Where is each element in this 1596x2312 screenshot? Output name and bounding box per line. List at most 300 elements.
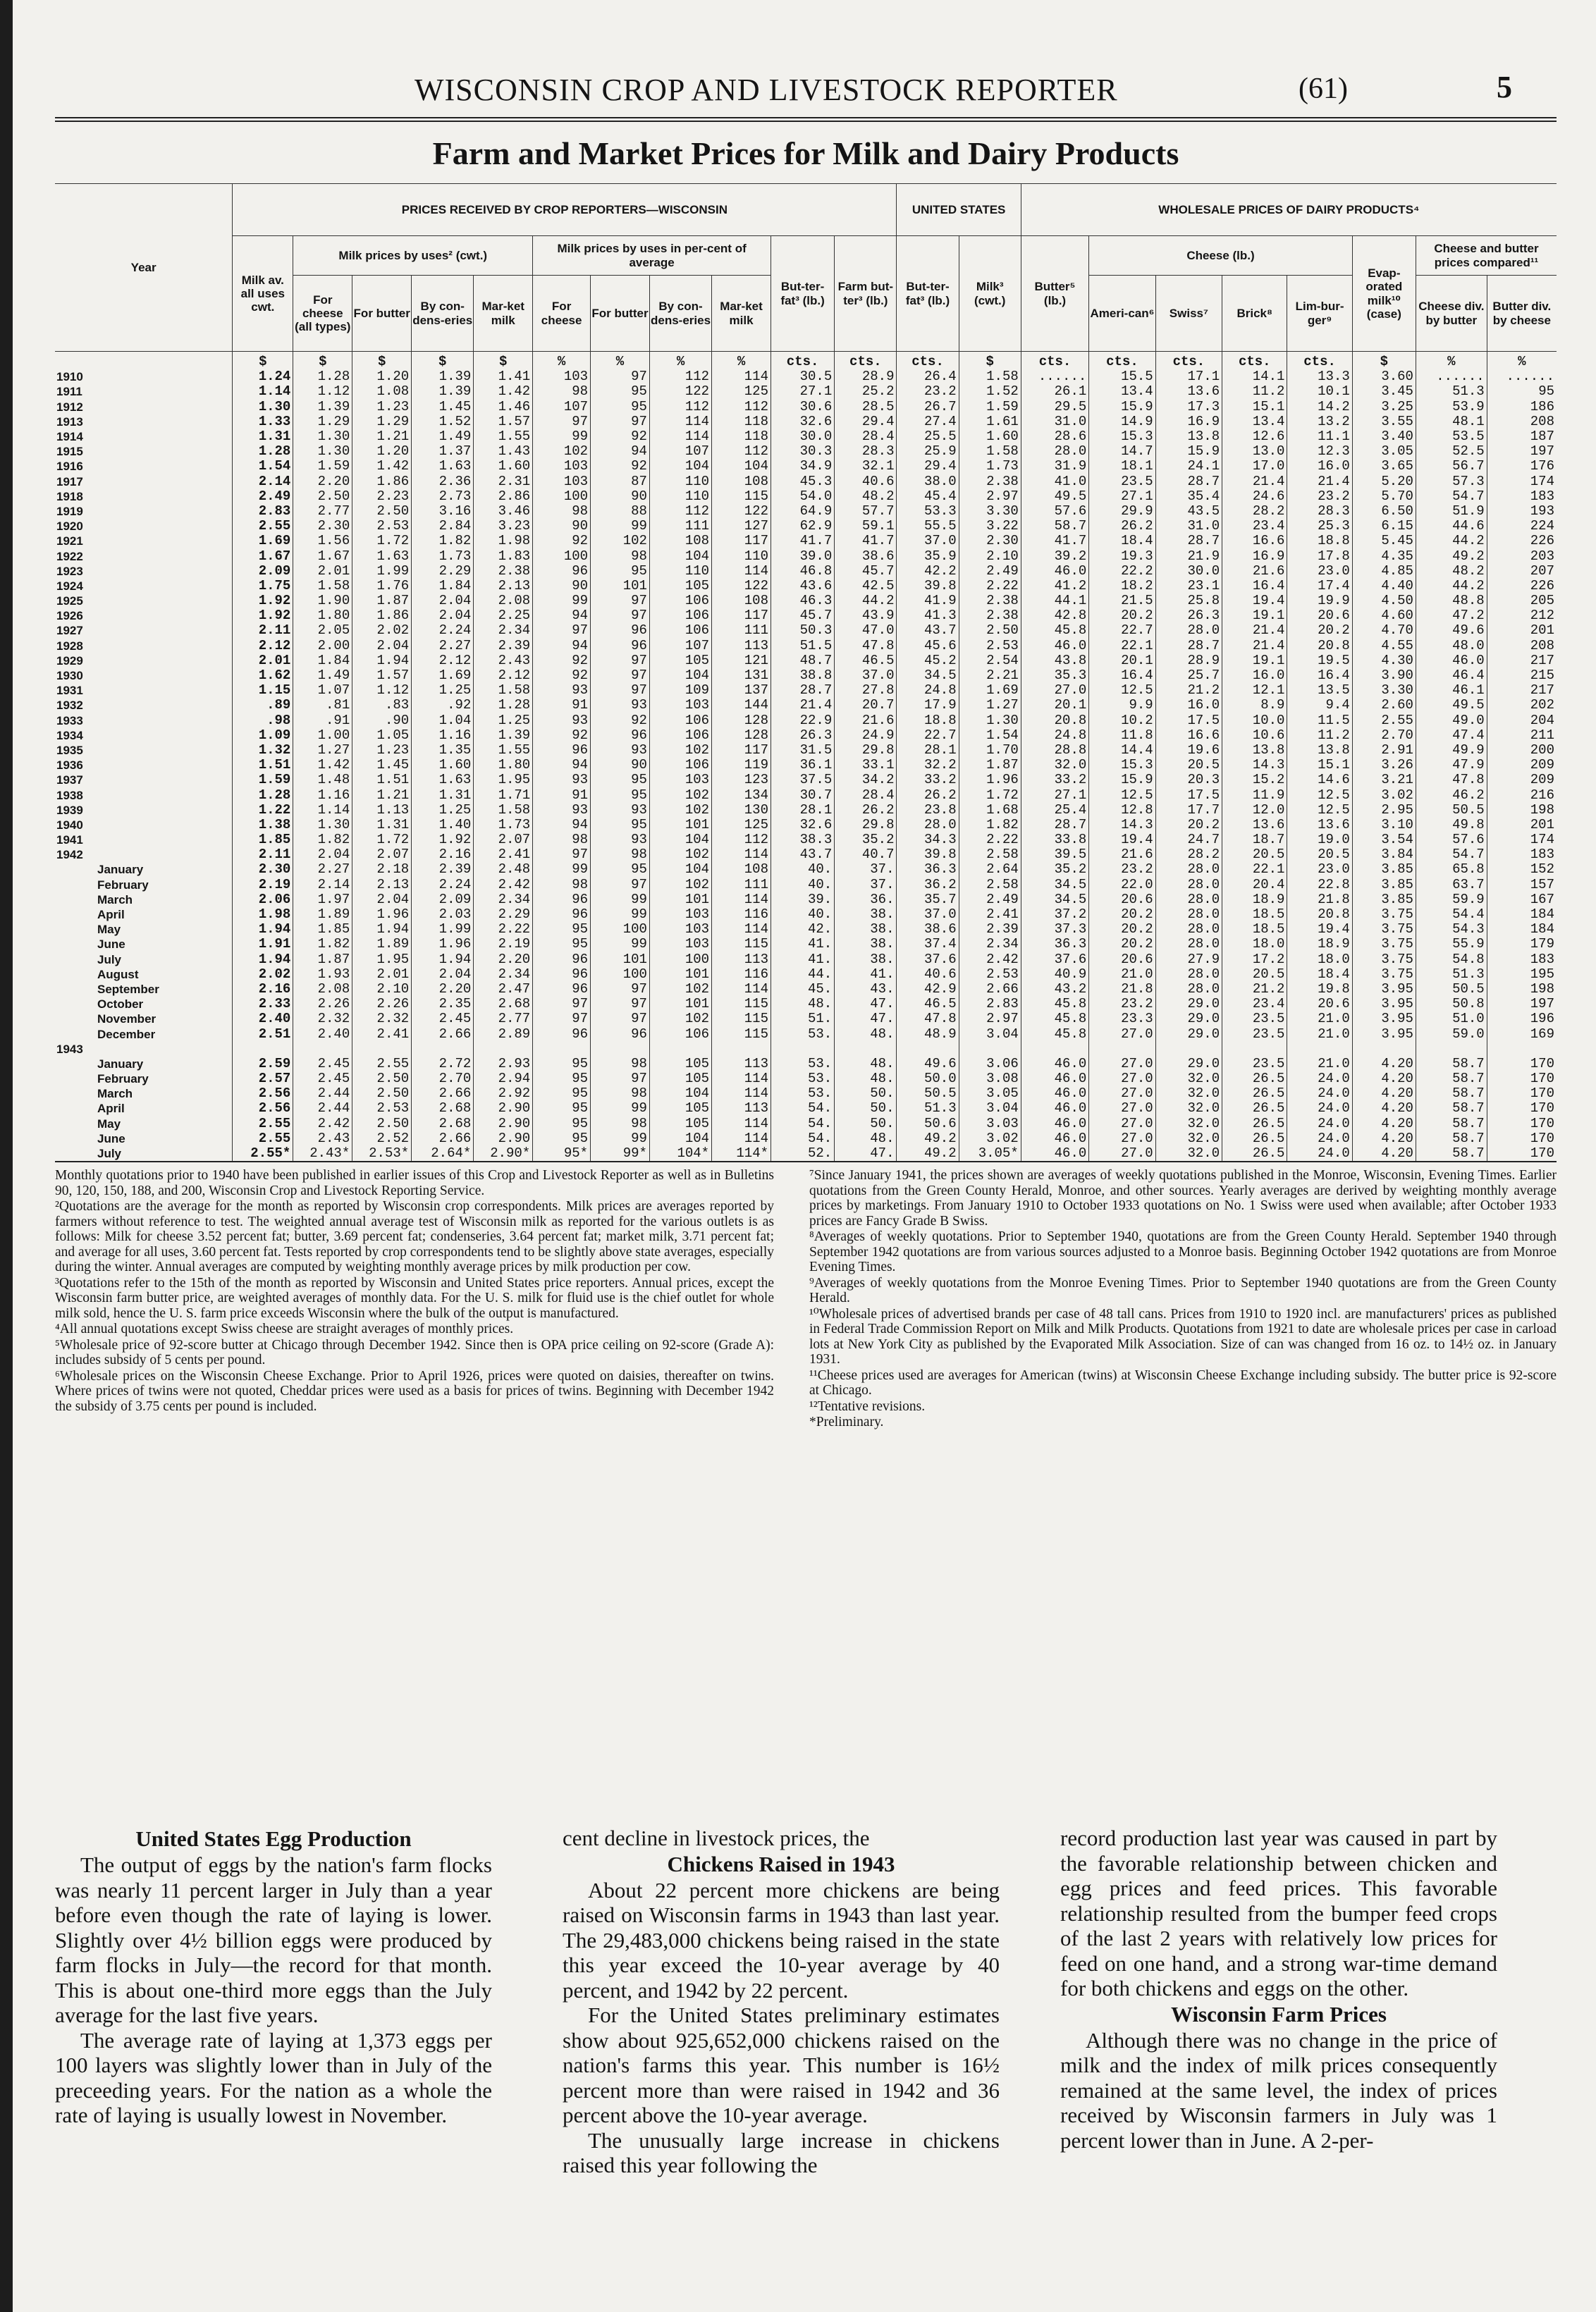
data-cell: 103 — [649, 698, 711, 713]
data-cell: 55.5 — [897, 519, 959, 534]
table-row — [55, 414, 1557, 429]
data-cell: 208 — [1487, 414, 1557, 429]
data-cell: 37. — [835, 878, 897, 892]
data-cell: 1.87 — [293, 952, 352, 967]
data-cell: 2.66 — [412, 1026, 474, 1041]
data-cell: 203 — [1487, 548, 1557, 563]
data-cell: 2.11 — [233, 623, 293, 638]
data-cell: 1.28 — [474, 698, 533, 713]
data-cell: 27.9 — [1155, 952, 1222, 967]
egg-heading: United States Egg Production — [135, 1826, 412, 1851]
data-cell: 19.6 — [1155, 743, 1222, 758]
row-label: 1942 — [56, 848, 83, 862]
data-cell: 29.9 — [1089, 504, 1155, 519]
data-cell: 205 — [1487, 594, 1557, 608]
data-cell: 4.60 — [1352, 608, 1416, 623]
data-cell: 20.5 — [1287, 847, 1352, 862]
data-cell: 2.89 — [474, 1026, 533, 1041]
data-cell: 1.52 — [412, 414, 474, 429]
col-limburger: Lim-bur-ger⁹ — [1287, 276, 1352, 352]
data-cell: 37.0 — [897, 534, 959, 548]
data-cell: 103 — [649, 907, 711, 922]
data-cell: 1.87 — [959, 758, 1021, 773]
row-label: 1915 — [56, 445, 83, 459]
data-cell: 97 — [591, 982, 650, 997]
data-cell: 29.0 — [1155, 1026, 1222, 1041]
data-cell: 44. — [771, 967, 835, 982]
data-cell: 22.1 — [1222, 862, 1287, 877]
unit-cell: % — [591, 352, 650, 370]
data-cell: 94 — [533, 608, 591, 623]
data-cell: 28.0 — [1021, 444, 1089, 459]
data-cell: 38. — [835, 937, 897, 952]
data-cell: 91 — [533, 698, 591, 713]
data-cell: 111 — [712, 623, 771, 638]
data-cell: 31.0 — [1021, 414, 1089, 429]
data-cell: 28.5 — [835, 400, 897, 414]
data-cell: 2.30 — [293, 519, 352, 534]
data-cell: 1.49 — [412, 429, 474, 444]
data-cell: 32.6 — [771, 818, 835, 832]
table-row — [55, 698, 1557, 713]
table-row — [55, 1057, 1557, 1071]
data-cell: 1.14 — [293, 803, 352, 818]
table-row — [55, 1086, 1557, 1101]
data-cell: 93 — [533, 773, 591, 787]
footnotes-left — [55, 1168, 774, 1415]
data-cell: 130 — [712, 803, 771, 818]
data-cell: 2.04 — [412, 608, 474, 623]
table-row — [55, 459, 1557, 474]
data-cell: 16.0 — [1155, 698, 1222, 713]
data-cell: 2.53 — [352, 1101, 412, 1116]
data-cell: 2.02 — [352, 623, 412, 638]
data-cell: 30.7 — [771, 787, 835, 802]
data-cell: 2.20 — [412, 982, 474, 997]
data-cell: 2.50 — [959, 623, 1021, 638]
data-cell: 102 — [649, 803, 711, 818]
data-cell: 125 — [712, 818, 771, 832]
data-cell: 110 — [649, 489, 711, 504]
data-cell: 42.5 — [835, 579, 897, 594]
data-cell: 20.8 — [1021, 713, 1089, 728]
data-cell: 24.0 — [1287, 1117, 1352, 1131]
data-cell: 28.2 — [1155, 847, 1222, 862]
data-cell: 21.9 — [1155, 548, 1222, 563]
data-cell: 2.38 — [959, 608, 1021, 623]
data-cell: 102 — [649, 743, 711, 758]
data-cell: 94 — [533, 818, 591, 832]
data-cell: 48.9 — [897, 1026, 959, 1041]
row-label: February — [97, 878, 149, 892]
data-cell: 34.5 — [897, 668, 959, 683]
data-cell: 17.9 — [897, 698, 959, 713]
data-cell: 15.1 — [1222, 400, 1287, 414]
data-cell: 183 — [1487, 847, 1557, 862]
data-cell: 28.4 — [835, 429, 897, 444]
data-cell: 54.3 — [1416, 922, 1487, 937]
data-cell — [1089, 1042, 1155, 1057]
data-cell: 21.2 — [1155, 683, 1222, 698]
data-cell: 1.95 — [474, 773, 533, 787]
table-row — [55, 474, 1557, 489]
data-cell: 200 — [1487, 743, 1557, 758]
data-cell: 2.56 — [233, 1101, 293, 1116]
table-row — [55, 668, 1557, 683]
data-cell: 2.66 — [412, 1131, 474, 1146]
data-cell: 96 — [533, 907, 591, 922]
data-cell: 10.1 — [1287, 384, 1352, 399]
data-cell: 50. — [835, 1101, 897, 1116]
data-cell: 1.30 — [293, 818, 352, 832]
unit-cell: % — [712, 352, 771, 370]
data-cell: 45.8 — [1021, 1026, 1089, 1041]
data-cell: 2.38 — [474, 564, 533, 579]
data-cell: 15.1 — [1287, 758, 1352, 773]
data-cell: 167 — [1487, 892, 1557, 907]
data-cell: 24.0 — [1287, 1071, 1352, 1086]
data-cell: 33.8 — [1021, 832, 1089, 847]
data-cell: 46.2 — [1416, 787, 1487, 802]
data-cell: 17.4 — [1287, 579, 1352, 594]
data-cell: .92 — [412, 698, 474, 713]
data-cell: 95 — [533, 1071, 591, 1086]
data-cell — [1416, 1042, 1487, 1057]
data-cell: 14.2 — [1287, 400, 1352, 414]
data-cell: 1.62 — [233, 668, 293, 683]
data-cell: 24.0 — [1287, 1101, 1352, 1116]
header-rule — [55, 117, 1557, 122]
row-label: 1925 — [56, 594, 83, 608]
data-cell: 13.5 — [1287, 683, 1352, 698]
data-cell: 42.9 — [897, 982, 959, 997]
data-cell: 19.0 — [1287, 832, 1352, 847]
row-label: February — [97, 1072, 149, 1086]
data-cell: 50.6 — [897, 1117, 959, 1131]
data-cell: 3.75 — [1352, 967, 1416, 982]
data-cell: 19.9 — [1287, 594, 1352, 608]
data-cell: 1.83 — [474, 548, 533, 563]
group-received: PRICES RECEIVED BY CROP REPORTERS—WISCONSIN — [233, 184, 897, 236]
row-label: 1921 — [56, 534, 83, 548]
data-cell: 1.20 — [352, 444, 412, 459]
data-cell: 1.51 — [233, 758, 293, 773]
data-cell: 12.0 — [1222, 803, 1287, 818]
data-cell: 26.2 — [897, 787, 959, 802]
data-cell: 28.0 — [1155, 623, 1222, 638]
data-cell: 21.5 — [1089, 594, 1155, 608]
data-cell: 42.8 — [1021, 608, 1089, 623]
group-by-uses: Milk prices by uses² (cwt.) — [293, 236, 533, 276]
data-cell: 170 — [1487, 1146, 1557, 1162]
data-cell: 2.16 — [233, 982, 293, 997]
data-cell: 1.58 — [959, 369, 1021, 384]
data-cell: 112 — [649, 504, 711, 519]
page-binding-edge — [0, 0, 13, 2312]
data-cell: 28.9 — [1155, 653, 1222, 668]
data-cell: 28.3 — [1287, 504, 1352, 519]
data-cell: 51.9 — [1416, 504, 1487, 519]
col-market-milk: Mar-ket milk — [474, 276, 533, 352]
data-cell: 104 — [649, 1131, 711, 1146]
data-cell: 102 — [649, 847, 711, 862]
table-row — [55, 639, 1557, 653]
data-cell: 26.5 — [1222, 1117, 1287, 1131]
data-cell: 2.21 — [959, 668, 1021, 683]
col-butter-div-cheese: Butter div. by cheese — [1487, 276, 1557, 352]
data-cell: 15.9 — [1089, 773, 1155, 787]
data-cell: 2.50 — [352, 1071, 412, 1086]
data-cell: 1.45 — [412, 400, 474, 414]
data-cell: 36.2 — [897, 878, 959, 892]
data-cell: 2.58 — [959, 847, 1021, 862]
data-cell: 32.0 — [1155, 1101, 1222, 1116]
data-cell: 16.9 — [1155, 414, 1222, 429]
data-cell: 2.12 — [412, 653, 474, 668]
row-label: 1911 — [56, 385, 82, 399]
data-cell: 144 — [712, 698, 771, 713]
data-cell: 97 — [591, 414, 650, 429]
data-cell: 99 — [591, 907, 650, 922]
data-cell: 1.97 — [293, 892, 352, 907]
data-cell: 20.2 — [1287, 623, 1352, 638]
footnote: ³Quotations refer to the 15th of the month as reported by Wisconsin and United States price reporters. Annual prices, except the Wisconsin farm butter price, are weighted averages of monthly data. For the U. S. milk for fluid use is the chief outlet for whole milk sold, hence the U. S. farm price exceeds Wisconsin where the bulk of the output is manufactured. — [55, 1275, 774, 1321]
data-cell: 97 — [591, 683, 650, 698]
data-cell: 2.12 — [474, 668, 533, 683]
data-cell: 108 — [649, 534, 711, 548]
data-cell: 2.13 — [352, 878, 412, 892]
data-cell: 16.4 — [1287, 668, 1352, 683]
data-cell: 97 — [533, 623, 591, 638]
data-cell: 28.0 — [1155, 907, 1222, 922]
data-cell: 2.52 — [352, 1131, 412, 1146]
data-cell: 32.0 — [1155, 1117, 1222, 1131]
data-cell — [293, 1042, 352, 1057]
data-cell: 2.29 — [474, 907, 533, 922]
data-cell: 193 — [1487, 504, 1557, 519]
article-col-3 — [1060, 1826, 1497, 2153]
data-cell: 2.83 — [233, 504, 293, 519]
data-cell: 197 — [1487, 444, 1557, 459]
data-cell: 20.6 — [1287, 608, 1352, 623]
data-cell: 2.97 — [959, 489, 1021, 504]
units-row — [55, 352, 1557, 370]
data-cell: 17.5 — [1155, 787, 1222, 802]
data-cell: 108 — [712, 862, 771, 877]
data-cell: 95 — [1487, 384, 1557, 399]
data-cell: 2.30 — [959, 534, 1021, 548]
data-cell: 1.30 — [293, 444, 352, 459]
data-cell: 1.39 — [412, 369, 474, 384]
table-row — [55, 773, 1557, 787]
data-cell: 201 — [1487, 818, 1557, 832]
data-cell: 107 — [649, 444, 711, 459]
table-row — [55, 594, 1557, 608]
table-row — [55, 1071, 1557, 1086]
data-cell: 2.55 — [352, 1057, 412, 1071]
data-cell: 1.28 — [293, 369, 352, 384]
data-cell: 12.5 — [1287, 787, 1352, 802]
data-cell: 17.3 — [1155, 400, 1222, 414]
data-cell: 1.91 — [233, 937, 293, 952]
data-cell — [1222, 1042, 1287, 1057]
data-cell: 176 — [1487, 459, 1557, 474]
data-cell: 28.7 — [771, 683, 835, 698]
data-cell: 50. — [835, 1086, 897, 1101]
data-cell: 45.8 — [1021, 1011, 1089, 1026]
data-cell: 22.7 — [897, 728, 959, 743]
data-cell: 23.3 — [1089, 1011, 1155, 1026]
data-cell: 48.2 — [835, 489, 897, 504]
data-cell: 27.1 — [1089, 489, 1155, 504]
data-cell: 97 — [533, 847, 591, 862]
data-cell: 23.4 — [1222, 519, 1287, 534]
data-cell: 21.4 — [1222, 623, 1287, 638]
data-cell: 22.8 — [1287, 878, 1352, 892]
data-cell: 1.39 — [293, 400, 352, 414]
data-cell: 106 — [649, 713, 711, 728]
row-label: May — [97, 923, 121, 937]
data-cell: 3.40 — [1352, 429, 1416, 444]
data-cell: 101 — [649, 892, 711, 907]
data-cell: 8.9 — [1222, 698, 1287, 713]
data-cell: 3.05* — [959, 1146, 1021, 1162]
data-cell: 25.7 — [1155, 668, 1222, 683]
data-cell: 2.02 — [233, 967, 293, 982]
data-cell: 97 — [591, 608, 650, 623]
data-cell: 20.4 — [1222, 878, 1287, 892]
data-cell: 102 — [649, 1011, 711, 1026]
data-cell: 95 — [533, 1057, 591, 1071]
data-cell: 59.0 — [1416, 1026, 1487, 1041]
data-cell: 4.30 — [1352, 653, 1416, 668]
data-cell: 28.7 — [1021, 818, 1089, 832]
data-cell: 37.3 — [1021, 922, 1089, 937]
data-cell — [233, 1042, 293, 1057]
data-cell: 92 — [533, 728, 591, 743]
data-cell: 94 — [533, 639, 591, 653]
data-cell: 98 — [591, 1057, 650, 1071]
data-cell: 54.0 — [771, 489, 835, 504]
data-cell: 97 — [591, 668, 650, 683]
table-row — [55, 1101, 1557, 1116]
row-label: May — [97, 1117, 121, 1131]
row-label: June — [97, 1131, 125, 1145]
data-cell: 23.2 — [1089, 997, 1155, 1011]
data-cell: 13.6 — [1222, 818, 1287, 832]
data-cell: 123 — [712, 773, 771, 787]
data-cell: 170 — [1487, 1131, 1557, 1146]
data-cell: 18.5 — [1222, 922, 1287, 937]
data-cell: 4.20 — [1352, 1146, 1416, 1162]
table-row — [55, 982, 1557, 997]
data-cell: 1.95 — [352, 952, 412, 967]
row-label: 1912 — [56, 400, 83, 414]
data-cell — [1287, 1042, 1352, 1057]
data-cell: 2.05 — [293, 623, 352, 638]
data-cell: 26.2 — [835, 803, 897, 818]
data-cell: 104* — [649, 1146, 711, 1162]
data-cell: 47.9 — [1416, 758, 1487, 773]
data-cell: 102 — [649, 982, 711, 997]
data-cell: 1.55 — [474, 429, 533, 444]
data-cell: 1.63 — [352, 548, 412, 563]
data-cell: 93 — [533, 713, 591, 728]
col-farm-butter: Farm but-ter³ (lb.) — [835, 236, 897, 352]
data-cell: 95* — [533, 1146, 591, 1162]
row-label: 1937 — [56, 773, 83, 787]
data-cell: 1.15 — [233, 683, 293, 698]
data-cell: 20.3 — [1155, 773, 1222, 787]
data-cell: 1.30 — [293, 429, 352, 444]
data-cell: 51.3 — [1416, 967, 1487, 982]
data-cell: 2.50 — [352, 504, 412, 519]
data-cell: 1.86 — [352, 474, 412, 489]
data-cell: 24.9 — [835, 728, 897, 743]
data-cell: 2.34 — [474, 623, 533, 638]
data-cell: 48. — [835, 1071, 897, 1086]
data-cell: 29.8 — [835, 743, 897, 758]
data-cell: 95 — [591, 400, 650, 414]
data-cell: 2.32 — [293, 1011, 352, 1026]
data-cell: 3.05 — [959, 1086, 1021, 1101]
data-cell: 30.5 — [771, 369, 835, 384]
data-cell: 2.09 — [233, 564, 293, 579]
data-cell: 97 — [533, 997, 591, 1011]
data-cell: 3.45 — [1352, 384, 1416, 399]
data-cell: 35.2 — [835, 832, 897, 847]
data-cell: 25.8 — [1155, 594, 1222, 608]
unit-cell — [55, 352, 233, 370]
data-cell: 2.68 — [474, 997, 533, 1011]
data-cell: 9.4 — [1287, 698, 1352, 713]
table-row — [55, 1042, 1557, 1057]
data-cell: 20.8 — [1287, 907, 1352, 922]
data-cell: 14.4 — [1089, 743, 1155, 758]
row-label: 1922 — [56, 549, 83, 563]
data-cell: 29.0 — [1155, 1011, 1222, 1026]
row-label: 1936 — [56, 758, 83, 773]
data-cell: 1.13 — [352, 803, 412, 818]
table-row — [55, 519, 1557, 534]
table-row — [55, 608, 1557, 623]
page-number: 5 — [1497, 70, 1512, 104]
data-cell: 57.3 — [1416, 474, 1487, 489]
section-title: Farm and Market Prices for Milk and Dairy Products — [432, 135, 1179, 171]
data-cell: 46.0 — [1021, 1057, 1089, 1071]
data-cell: 50.0 — [897, 1071, 959, 1086]
data-cell: 23.0 — [1287, 862, 1352, 877]
data-cell: 215 — [1487, 668, 1557, 683]
data-cell: 26.5 — [1222, 1086, 1287, 1101]
footnote: *Preliminary. — [809, 1415, 884, 1430]
data-cell: 1.41 — [474, 369, 533, 384]
data-cell: 26.3 — [1155, 608, 1222, 623]
data-cell: 2.53 — [959, 967, 1021, 982]
data-cell: 99 — [533, 862, 591, 877]
data-cell: 14.1 — [1222, 369, 1287, 384]
data-cell: 28.0 — [897, 818, 959, 832]
record-paragraph: record production last year was caused in part by the favorable relationship between chicken and egg prices and feed prices. This favorable relationship resulted from the bumper feed crops of the last 2 years with relatively low prices for feed on one hand, and a strong war-time demand for both chickens and eggs on the other. — [1060, 1826, 1497, 2000]
data-cell: 58.7 — [1416, 1071, 1487, 1086]
group-wholesale: WHOLESALE PRICES OF DAIRY PRODUCTS⁴ — [1021, 184, 1557, 236]
data-cell: 99 — [591, 892, 650, 907]
data-cell: 43.8 — [1021, 653, 1089, 668]
data-cell: 2.64* — [412, 1146, 474, 1162]
data-cell: 57.7 — [835, 504, 897, 519]
data-cell: 1.60 — [474, 459, 533, 474]
data-cell: 2.19 — [474, 937, 533, 952]
